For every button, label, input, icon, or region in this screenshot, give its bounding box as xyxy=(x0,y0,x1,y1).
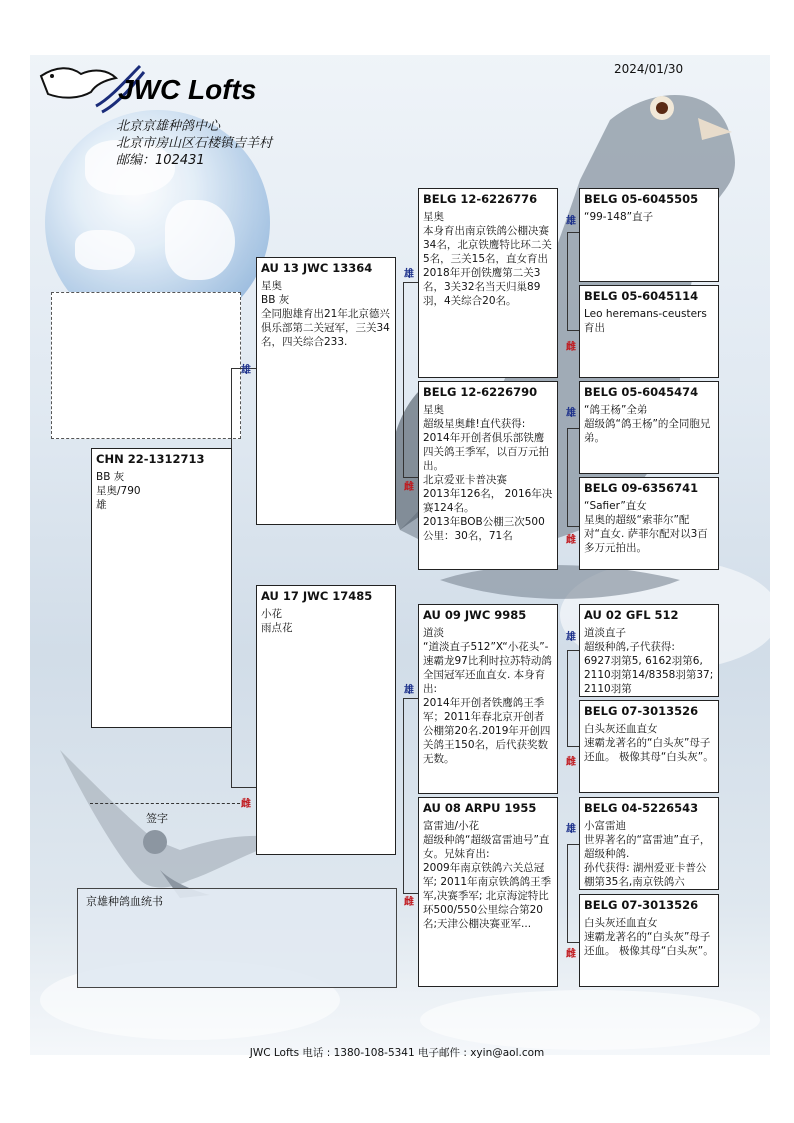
bird-details: 道淡 “道淡直子512”X“小花头”-速霸龙97比利时拉苏特动鸽全国冠军还血直女. 本身育出: 2014年开创者铁鹰鸽王季军；2011年春北京开创者公棚第20名.2019年开创四关鸽王150名，后代获奖数无数。 xyxy=(423,627,552,765)
ring-number: BELG 05-6045505 xyxy=(584,192,699,206)
footer-contact: JWC Lofts 电话 : 1380-108-5341 电子邮件 : xyin@aol.com xyxy=(249,1047,545,1059)
ring-number: AU 13 JWC 13364 xyxy=(261,261,373,275)
pedigree-dam-dam[interactable] xyxy=(418,797,558,987)
pedigree-sire-sire[interactable] xyxy=(418,188,558,378)
pedigree-sire[interactable] xyxy=(256,257,396,525)
ring-number: BELG 05-6045114 xyxy=(584,289,699,303)
ring-number: AU 17 JWC 17485 xyxy=(261,589,373,603)
pedigree-dss[interactable] xyxy=(579,604,719,697)
female-mark: 雌 xyxy=(404,482,414,493)
signature-line xyxy=(90,803,240,804)
pedigree-dds[interactable] xyxy=(579,797,719,890)
pedigree-dam-sire[interactable] xyxy=(418,604,558,794)
bird-details: 星奥 BB 灰 全同胞雄育出21年北京德兴俱乐部第二关冠军，三关34名，四关综合233. xyxy=(261,280,390,348)
male-mark: 雄 xyxy=(566,408,576,419)
ring-number: BELG 07-3013526 xyxy=(584,704,699,718)
pedigree-dsd[interactable] xyxy=(579,700,719,793)
pedigree-sdd[interactable] xyxy=(579,477,719,570)
date-label: 2024/01/30 xyxy=(614,62,684,76)
postal-code: 邮编：102431 xyxy=(116,153,205,168)
bird-details: “99-148”直子 xyxy=(584,211,654,223)
pedigree-sire-dam[interactable] xyxy=(418,381,558,570)
bird-details: 道淡直子 超级种鸽,子代获得: 6927羽第5, 6162羽第6, 2110羽第14/8358羽第37; 2110羽第 xyxy=(584,627,714,695)
address-line: 北京京雄种鸽中心 xyxy=(116,119,221,134)
bird-details: 小花 雨点花 xyxy=(261,608,293,634)
male-mark: 雄 xyxy=(566,632,576,643)
female-mark: 雌 xyxy=(566,535,576,546)
bird-details: “鸽王杨”全弟 超级鸽“鸽王杨”的全同胞兄弟。 xyxy=(584,404,711,444)
male-mark: 雄 xyxy=(404,269,414,280)
cloud-decoration xyxy=(420,990,760,1050)
pedigree-subject[interactable] xyxy=(91,448,232,728)
female-mark: 雌 xyxy=(404,897,414,908)
pedigree-ddd[interactable] xyxy=(579,894,719,987)
ring-number: BELG 12-6226790 xyxy=(423,385,538,399)
male-mark: 雄 xyxy=(566,824,576,835)
male-mark: 雄 xyxy=(404,685,414,696)
ring-number: BELG 05-6045474 xyxy=(584,385,699,399)
female-mark: 雌 xyxy=(566,757,576,768)
ring-number: AU 02 GFL 512 xyxy=(584,608,679,622)
female-mark: 雌 xyxy=(241,799,251,810)
ring-number: BELG 07-3013526 xyxy=(584,898,699,912)
notes-box[interactable] xyxy=(77,888,397,988)
bird-details: 小富雷迪 世界著名的“富雷迪”直子，超级种鸽. 孙代获得: 湖州爱亚卡普公棚第35名,南京铁鸽六 xyxy=(584,820,711,888)
bird-details: 富雷迪/小花 超级种鸽“超级富雷迪号”直女。兄妹育出: 2009年南京铁鸽六关总冠军; 2011年南京铁鸽鸽王季军,决赛季军; 北京海淀特比环500/550公里综合第20名;天津公棚决赛亚军... xyxy=(423,820,552,930)
ring-number: BELG 09-6356741 xyxy=(584,481,699,495)
bird-details: “Safier”直女 星奥的超级“索菲尔”配对“直女. 萨菲尔配对以3百多万元拍出。 xyxy=(584,500,708,554)
photo-placeholder[interactable] xyxy=(51,292,241,439)
ring-number: BELG 04-5226543 xyxy=(584,801,699,815)
brand-title: JWC Lofts xyxy=(118,74,257,105)
bird-details: 星奥 本身育出南京铁鸽公棚决赛34名，北京铁鹰特比环二关5名，三关15名，直女育出2018年开创铁鹰第二关3名，3关32名当天归巢89羽，4关综合20名。 xyxy=(423,211,552,307)
ring-number: CHN 22-1312713 xyxy=(96,452,205,466)
bird-details: 白头灰还血直女 速霸龙著名的“白头灰”母子还血。 极像其母“白头灰”。 xyxy=(584,723,714,763)
pedigree-ssd[interactable] xyxy=(579,285,719,378)
bird-details: BB 灰 星奥/790 雄 xyxy=(96,471,141,511)
male-mark: 雄 xyxy=(241,365,251,376)
pedigree-sds[interactable] xyxy=(579,381,719,474)
pedigree-sss[interactable] xyxy=(579,188,719,282)
pedigree-dam[interactable] xyxy=(256,585,396,855)
ring-number: AU 08 ARPU 1955 xyxy=(423,801,537,815)
address-block xyxy=(116,118,272,169)
notes-title: 京雄种鸽血统书 xyxy=(86,895,163,908)
female-mark: 雌 xyxy=(566,949,576,960)
ring-number: AU 09 JWC 9985 xyxy=(423,608,527,622)
ring-number: BELG 12-6226776 xyxy=(423,192,538,206)
signature-label: 签字 xyxy=(146,812,168,825)
female-mark: 雌 xyxy=(566,342,576,353)
bird-details: 星奥 超级星奥雌!直代获得: 2014年开创者俱乐部铁鹰四关鸽王季军，以百万元拍出。 北京爱亚卡普决赛 2013年126名， 2016年决赛124名。 2013年BOB公棚三次500公里：30名，71名 xyxy=(423,404,553,542)
address-line: 北京市房山区石楼镇吉羊村 xyxy=(116,136,273,151)
bird-details: Leo heremans-ceusters 育出 xyxy=(584,308,707,334)
bird-details: 白头灰还血直女 速霸龙著名的“白头灰”母子还血。 极像其母“白头灰”。 xyxy=(584,917,714,957)
male-mark: 雄 xyxy=(566,216,576,227)
